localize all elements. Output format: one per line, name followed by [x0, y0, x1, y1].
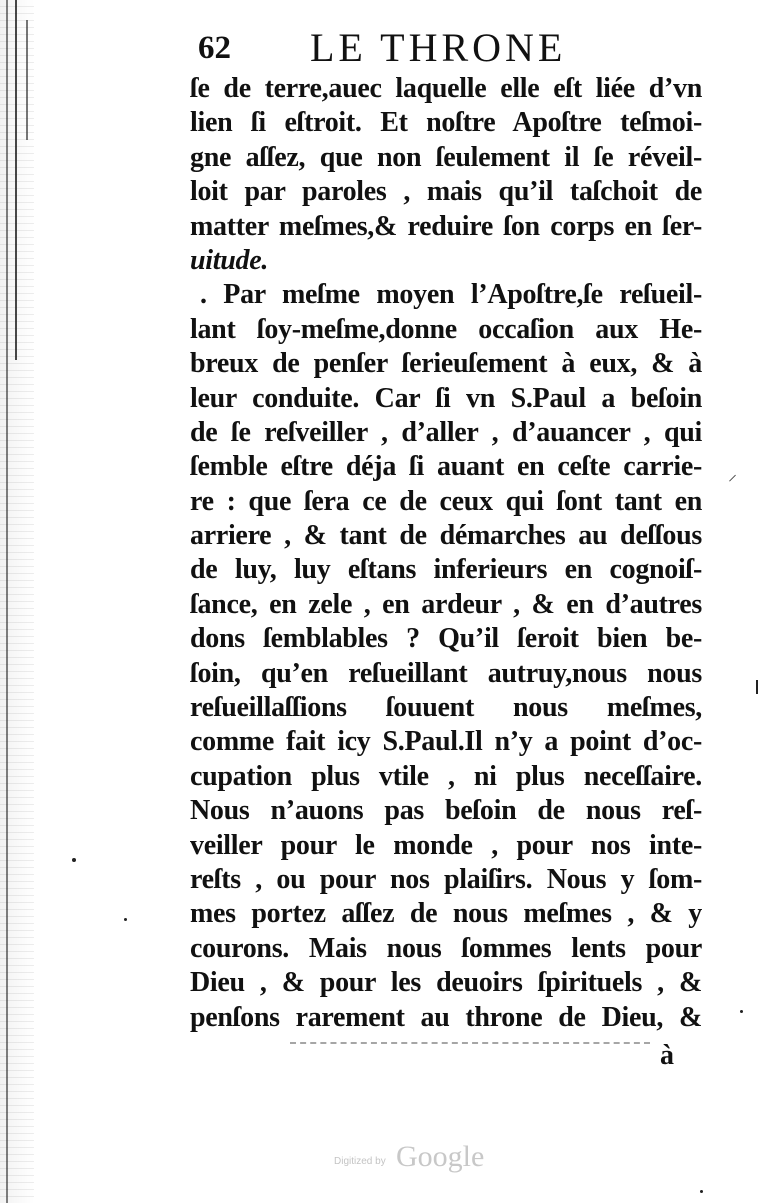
text-line: lant ſoy-meſme,donne occaſion aux He- [190, 313, 702, 345]
text-line: loit par paroles , mais qu’il taſchoit de [190, 176, 702, 208]
text-line: comme fait icy S.Paul.Il n’y a point d’oc- [190, 726, 702, 758]
text-line: leur conduite. Car ſi vn S.Paul a beſoin [190, 382, 702, 414]
body-text [190, 72, 710, 1035]
google-logo: Google [396, 1140, 485, 1173]
binding-line [6, 0, 8, 1203]
text-line: uitude. [190, 244, 269, 276]
scan-speck [124, 918, 127, 921]
catchword: à [660, 1040, 674, 1071]
text-line: courons. Mais nous ſommes lents pour [190, 932, 702, 964]
text-line: de luy, luy eſtans inferieurs en cognoiſ- [190, 554, 702, 586]
text-line: reſueillaſſions ſouuent nous meſmes, [190, 692, 702, 724]
binding-line [26, 20, 28, 140]
digitized-by-label: Digitized by [334, 1156, 386, 1167]
text-line: matter meſmes,& reduire ſon corps en ſer- [190, 210, 702, 242]
text-line: ſoin, qu’en reſueillant autruy,nous nous [190, 657, 702, 689]
binding-line [15, 0, 17, 360]
digitization-watermark [330, 1140, 500, 1180]
text-line: reſts , ou pour nos plaiſirs. Nous y ſom- [190, 863, 702, 895]
text-line: ſemble eſtre déja ſi auant en ceſte carrie- [190, 451, 702, 483]
running-head: LE THRONE [310, 25, 567, 70]
underline-rule [290, 1042, 650, 1044]
text-line: ſe de terre,auec laquelle elle eſt liée d’vn [190, 73, 702, 104]
text-line: . Par meſme moyen l’Apoſtre,ſe reſueil- [200, 279, 702, 311]
text-line: lien ſi eſtroit. Et noſtre Apoſtre teſmoi- [190, 107, 702, 139]
text-line: veiller pour le monde , pour nos inte- [190, 829, 702, 861]
text-line: re : que ſera ce de ceux qui ſont tant en [190, 485, 702, 517]
text-line: dons ſemblables ? Qu’il ſeroit bien be- [190, 623, 702, 655]
scan-speck [756, 680, 758, 694]
text-line: arriere , & tant de démarches au deſſous [190, 520, 702, 552]
text-line: penſons rarement au throne de Dieu, & [190, 1001, 702, 1033]
text-line: breux de penſer ſerieuſement à eux, & à [190, 348, 702, 380]
text-line: Nous n’auons pas beſoin de nous reſ- [190, 795, 702, 827]
text-line: Dieu , & pour les deuoirs ſpirituels , & [190, 967, 702, 999]
scan-speck [740, 1010, 743, 1013]
text-line: gne aſſez, que non ſeulement il ſe réveil- [190, 141, 702, 173]
scan-speck [72, 858, 76, 862]
page-number: 62 [198, 30, 231, 66]
text-line: ſance, en zele , en ardeur , & en d’autres [190, 588, 702, 620]
scan-speck [700, 1190, 703, 1193]
text-line: mes portez aſſez de nous meſmes , & y [190, 898, 702, 930]
text-line: cupation plus vtile , ni plus neceſſaire. [190, 760, 702, 792]
margin-mark: ⸝ [728, 464, 737, 484]
text-line: de ſe reſveiller , d’aller , d’auancer , qui [190, 416, 702, 448]
page-header [198, 22, 698, 68]
